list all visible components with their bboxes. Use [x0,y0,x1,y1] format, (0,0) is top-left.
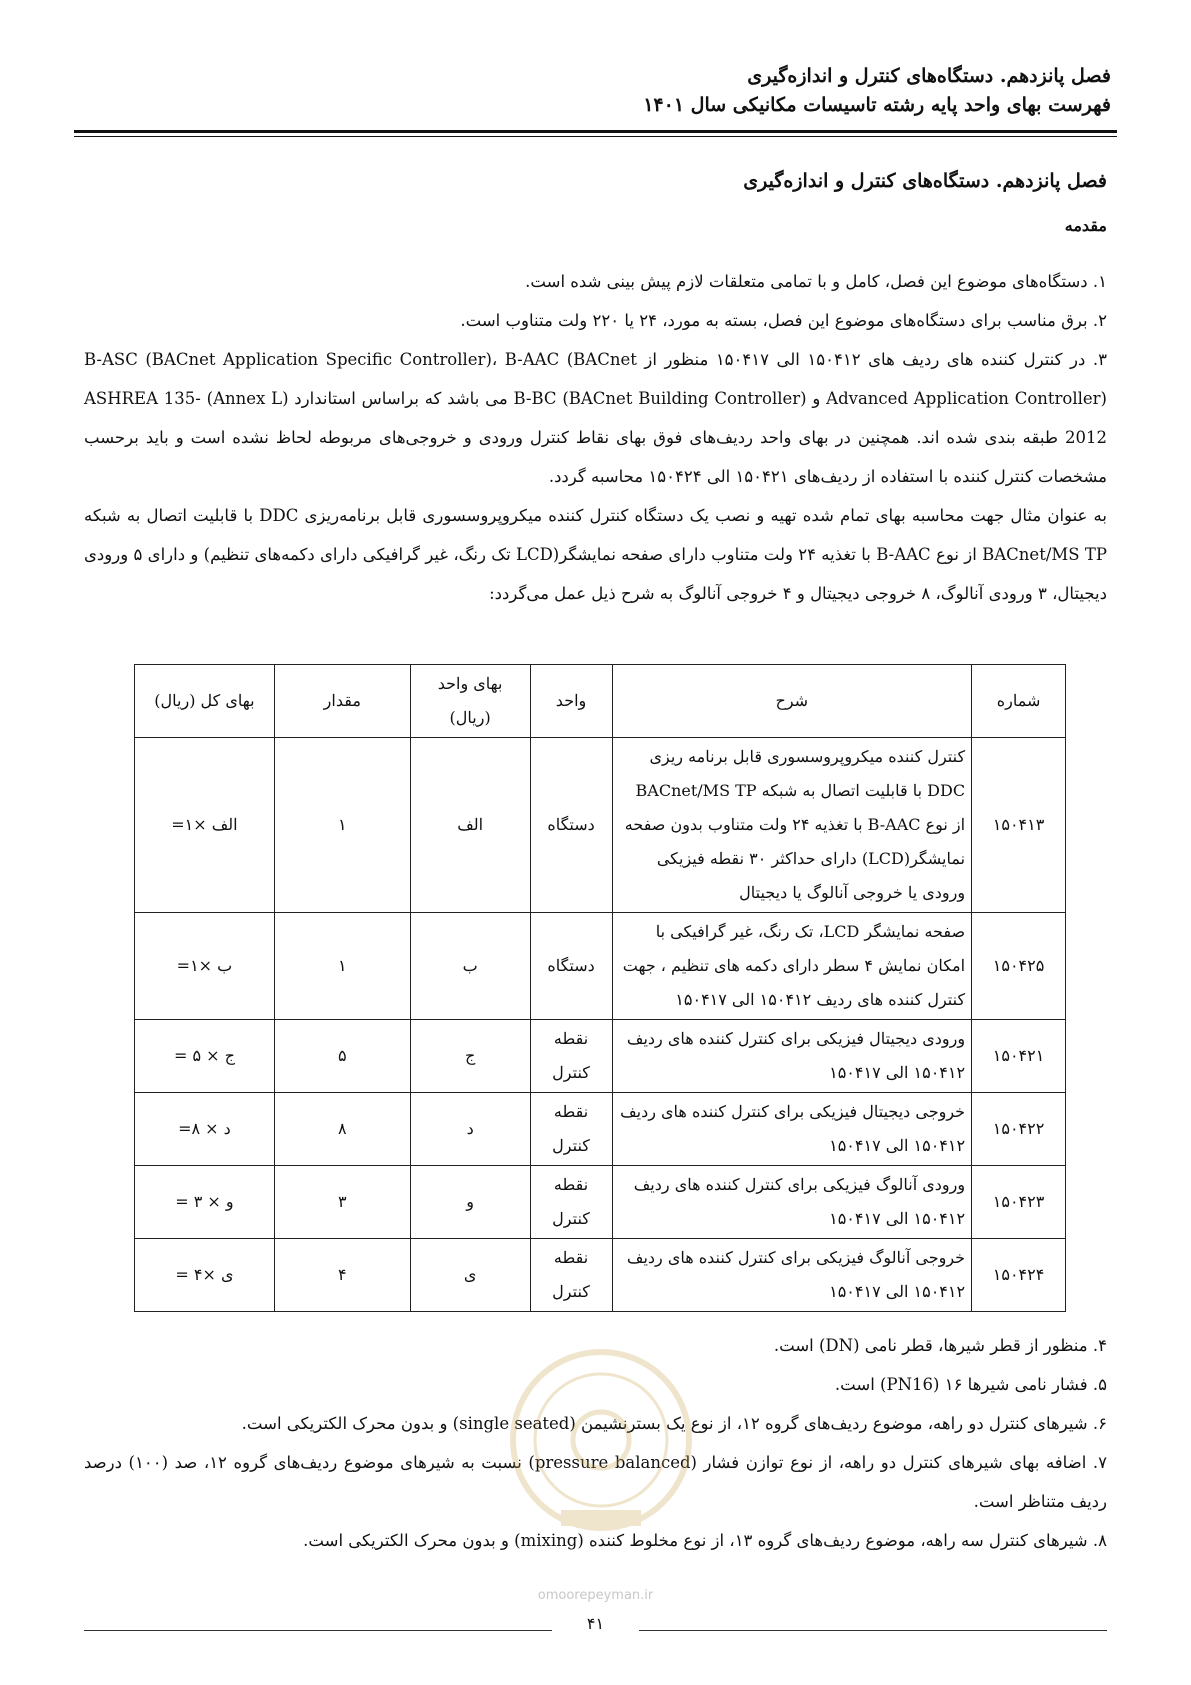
row-number: ۱۵۰۴۲۴ [972,1239,1066,1312]
row-unit-price: ج [410,1020,530,1093]
header-book-title: فهرست بهای واحد پایه رشته تاسیسات مکانیکی سال ۱۴۰۱ [643,94,1111,116]
col-header-description: شرح [612,665,972,738]
row-description: کنترل کننده میکروپروسسوری قابل برنامه ریزی DDC با قابلیت اتصال به شبکه BACnet/MS TP از نوع B-AAC با تغذیه ۲۴ ولت متناوب بدون صفحه نمایشگر(LCD) دارای حداکثر ۳۰ نقطه فیزیکی ورودی یا خروجی آنالوگ یا دیجیتال [612,738,972,913]
calculation-table [134,664,1066,1312]
row-total-price: الف ×۱= [135,738,275,913]
paragraph-2: ۲. برق مناسب برای دستگاه‌های موضوع این فصل، بسته به مورد، ۲۴ یا ۲۲۰ ولت متناوب است. [460,311,1107,330]
row-description: ورودی دیجیتال فیزیکی برای کنترل کننده های ردیف ۱۵۰۴۱۲ الی ۱۵۰۴۱۷ [612,1020,972,1093]
row-description: خروجی دیجیتال فیزیکی برای کنترل کننده های ردیف ۱۵۰۴۱۲ الی ۱۵۰۴۱۷ [612,1093,972,1166]
row-unit-price: ب [410,913,530,1020]
intro-paragraphs [84,262,1107,613]
table-row [135,1093,1066,1166]
note-7: ۷. اضافه بهای شیرهای کنترل دو راهه، از نوع توازن فشار (pressure balanced) نسبت به شیرهای موضوع ردیف‌های گروه ۱۲، صد (۱۰۰) درصد ردیف متناظر است. [84,1453,1107,1511]
row-unit: نقطه کنترل [530,1239,612,1312]
row-number: ۱۵۰۴۲۲ [972,1093,1066,1166]
row-number: ۱۵۰۴۲۱ [972,1020,1066,1093]
row-total-price: و × ۳ = [135,1166,275,1239]
col-header-unit: واحد [530,665,612,738]
table-row [135,1166,1066,1239]
row-total-price: ب ×۱= [135,913,275,1020]
row-total-price: ج × ۵ = [135,1020,275,1093]
row-unit-price: ی [410,1239,530,1312]
header-chapter: فصل پانزدهم. دستگاه‌های کنترل و اندازه‌گیری [747,65,1111,87]
paragraph-1: ۱. دستگاه‌های موضوع این فصل، کامل و با تمامی متعلقات لازم پیش بینی شده است. [525,272,1107,291]
note-4: ۴. منظور از قطر شیرها، قطر نامی (DN) است. [773,1336,1107,1355]
row-number: ۱۵۰۴۱۳ [972,738,1066,913]
row-number: ۱۵۰۴۲۵ [972,913,1066,1020]
row-unit: دستگاه [530,738,612,913]
row-description: ورودی آنالوگ فیزیکی برای کنترل کننده های ردیف ۱۵۰۴۱۲ الی ۱۵۰۴۱۷ [612,1166,972,1239]
table-header-row [135,665,1066,738]
row-quantity: ۱ [274,738,410,913]
row-unit: نقطه کنترل [530,1020,612,1093]
chapter-title: فصل پانزدهم. دستگاه‌های کنترل و اندازه‌گیری [743,170,1107,192]
section-heading: مقدمه [1064,216,1107,235]
table-row [135,913,1066,1020]
row-unit-price: و [410,1166,530,1239]
col-header-number: شماره [972,665,1066,738]
row-number: ۱۵۰۴۲۳ [972,1166,1066,1239]
row-unit: نقطه کنترل [530,1166,612,1239]
row-description: خروجی آنالوگ فیزیکی برای کنترل کننده های ردیف ۱۵۰۴۱۲ الی ۱۵۰۴۱۷ [612,1239,972,1312]
col-header-total-price: بهای کل (ریال) [135,665,275,738]
row-description: صفحه نمایشگر LCD، تک رنگ، غیر گرافیکی با امکان نمایش ۴ سطر دارای دکمه های تنظیم ، جهت کنترل کننده های ردیف ۱۵۰۴۱۲ الی ۱۵۰۴۱۷ [612,913,972,1020]
row-unit: نقطه کنترل [530,1093,612,1166]
page-number: ۴۱ [586,1614,605,1633]
table-row [135,1020,1066,1093]
row-unit-price: الف [410,738,530,913]
row-total-price: ی ×۴ = [135,1239,275,1312]
row-quantity: ۵ [274,1020,410,1093]
note-6: ۶. شیرهای کنترل دو راهه، موضوع ردیف‌های گروه ۱۲، از نوع یک بسترنشیمن (single seated) و بدون محرک الکتریکی است. [241,1414,1107,1433]
table-row [135,738,1066,913]
running-header [80,62,1111,120]
note-5: ۵. فشار نامی شیرها ۱۶ (PN16) است. [834,1375,1107,1394]
watermark-url: omoorepeyman.ir [537,1588,654,1603]
paragraph-example: به عنوان مثال جهت محاسبه بهای تمام شده تهیه و نصب یک دستگاه کنترل کننده میکروپروسسوری قابل برنامه‌ریزی DDC با قابلیت اتصال به شبکه BACnet/MS TP از نوع B-AAC با تغذیه ۲۴ ولت متناوب دارای صفحه نمایشگر(LCD تک رنگ، غیر گرافیکی دارای دکمه‌های تنظیم) و دارای ۵ ورودی دیجیتال، ۳ ورودی آنالوگ، ۸ خروجی دیجیتال و ۴ خروجی آنالوگ به شرح ذیل عمل می‌گردد: [84,506,1108,603]
col-header-quantity: مقدار [274,665,410,738]
watermark-seal-icon [506,1290,696,1590]
row-unit: دستگاه [530,913,612,1020]
row-quantity: ۴ [274,1239,410,1312]
note-8: ۸. شیرهای کنترل سه راهه، موضوع ردیف‌های گروه ۱۳، از نوع مخلوط کننده (mixing) و بدون محرک الکتریکی است. [303,1531,1107,1550]
paragraph-3: ۳. در کنترل کننده های ردیف های ۱۵۰۴۱۲ الی ۱۵۰۴۱۷ منظور از B-ASC (BACnet Application Specific Controller)، B-AAC (BACnet Advanced Application Controller) و B-BC (BACnet Building Controller) می باشد که براساس استاندارد (Annex L) ASHREA 135-2012 طبقه بندی شده اند. همچنین در بهای واحد ردیف‌های فوق بهای نقاط کنترل ورودی و خروجی‌های مربوطه لحاظ نشده است و باید برحسب مشخصات کنترل کننده با استفاده از ردیف‌های ۱۵۰۴۲۱ الی ۱۵۰۴۲۴ محاسبه گردد. [84,350,1107,486]
header-rule-thin [74,136,1117,137]
row-quantity: ۸ [274,1093,410,1166]
header-rule [74,130,1117,133]
row-quantity: ۳ [274,1166,410,1239]
row-quantity: ۱ [274,913,410,1020]
row-unit-price: د [410,1093,530,1166]
row-total-price: د × ۸= [135,1093,275,1166]
col-header-unit-price: بهای واحد (ریال) [410,665,530,738]
